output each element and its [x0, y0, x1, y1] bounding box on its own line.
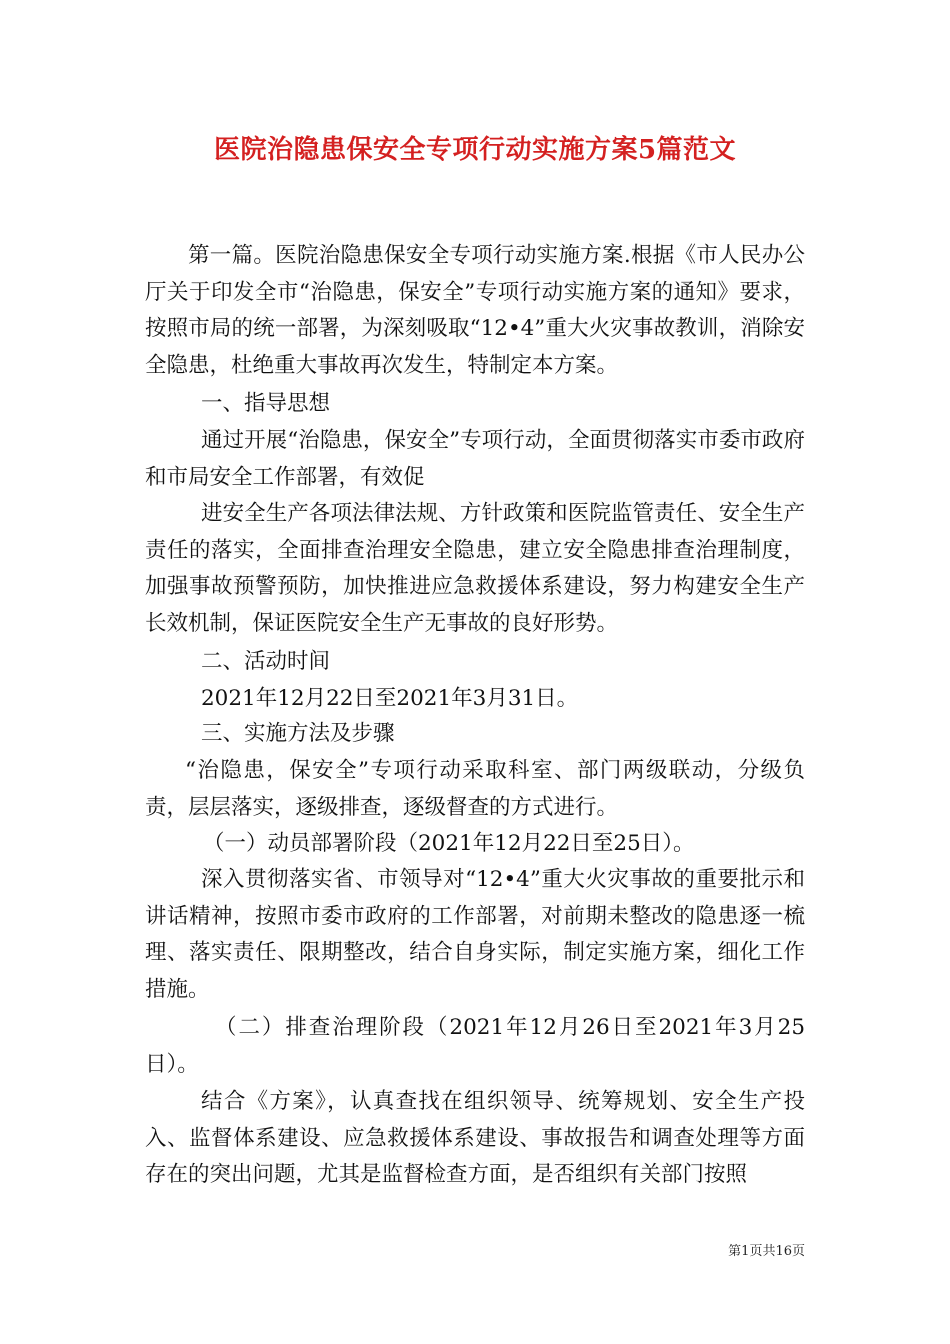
paragraph-stage-two: 结合《方案》，认真查找在组织领导、统筹规划、安全生产投入、监督体系建设、应急救援体系建设、事故报告和调查处理等方面存在的突出问题，尤其是监督检查方面，是否组织有关部门按照 [145, 1089, 805, 1187]
paragraph-intro: 第一篇。医院治隐患保安全专项行动实施方案.根据《市人民办公厅关于印发全市“治隐患，保安全”专项行动实施方案的通知》要求，按照市局的统一部署，为深刻吸取“12•4”重大火灾事故教训，消除安全隐患，杜绝重大事故再次发生，特制定本方案。 [145, 243, 805, 378]
paragraph-guiding-2: 进安全生产各项法律法规、方针政策和医院监管责任、安全生产责任的落实，全面排查治理安全隐患，建立安全隐患排查治理制度，加强事故预警预防，加快推进应急救援体系建设，努力构建安全生产长效机制，保证医院安全生产无事故的良好形势。 [145, 501, 805, 636]
paragraph-stage-one: 深入贯彻落实省、市领导对“12•4”重大火灾事故的重要批示和讲话精神，按照市委市政府的工作部署，对前期未整改的隐患逐一梳理、落实责任、限期整改，结合自身实际，制定实施方案，细化工作措施。 [145, 867, 805, 1002]
heading-activity-time: 二、活动时间 [201, 649, 331, 674]
paragraph-methods: “治隐患，保安全”专项行动采取科室、部门两级联动，分级负责，层层落实，逐级排查，逐级督查的方式进行。 [145, 758, 805, 820]
page-footer: 第1页共16页 [728, 1244, 805, 1259]
paragraph-activity-dates: 2021年12月22日至2021年3月31日。 [201, 686, 579, 711]
heading-methods-steps: 三、实施方法及步骤 [201, 721, 395, 746]
heading-guiding-ideology: 一、指导思想 [201, 391, 331, 416]
document-title: 医院治隐患保安全专项行动实施方案5篇范文 [213, 135, 737, 165]
paragraph-guiding-1: 通过开展“治隐患，保安全”专项行动，全面贯彻落实市委市政府和市局安全工作部署，有效促 [145, 428, 805, 490]
heading-stage-two: （二）排查治理阶段（2021年12月26日至2021年3月25日）。 [145, 1015, 805, 1077]
heading-stage-one: （一）动员部署阶段（2021年12月22日至25日）。 [203, 831, 695, 856]
